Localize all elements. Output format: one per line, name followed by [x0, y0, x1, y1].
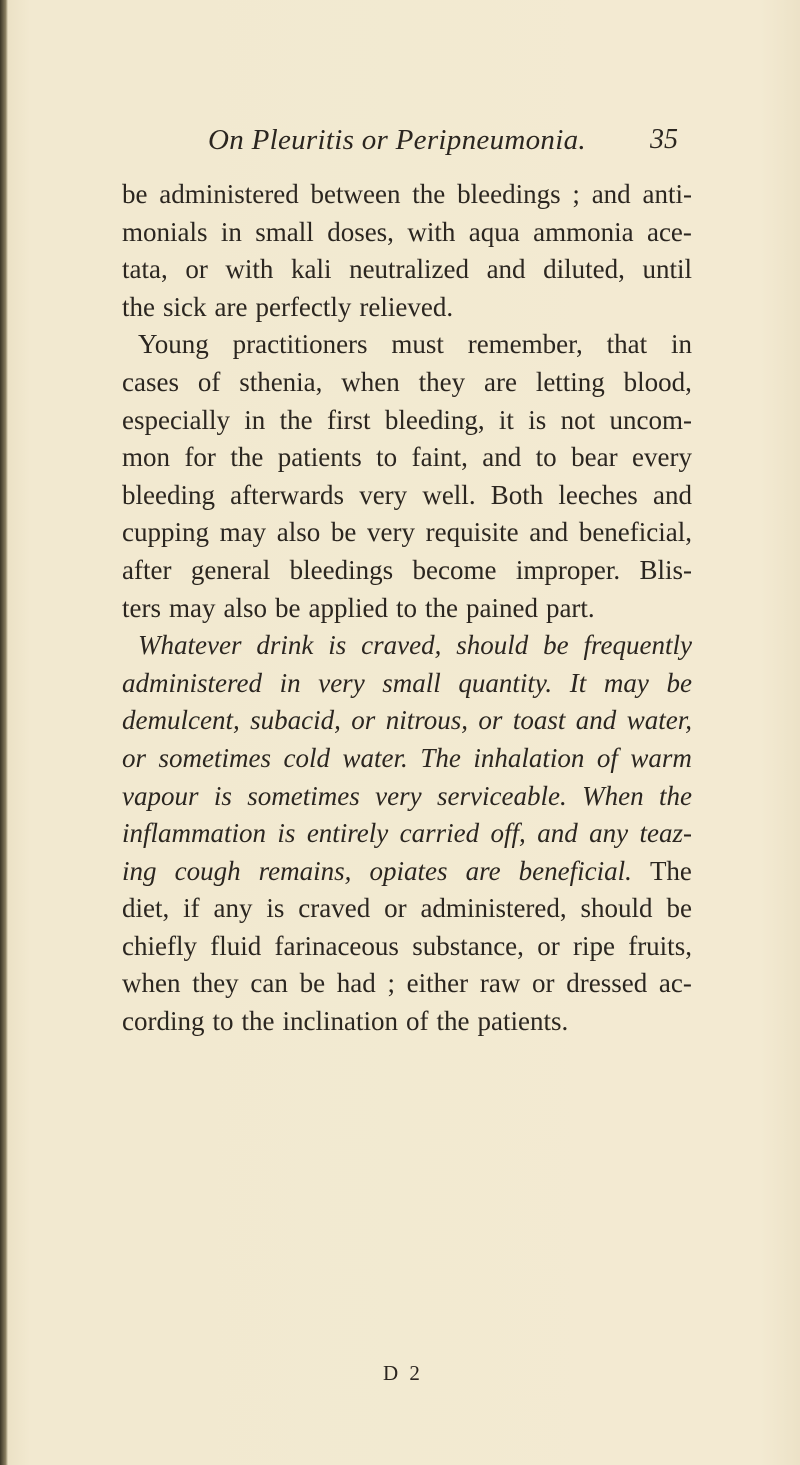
text-line [122, 364, 692, 402]
word: any [589, 818, 629, 849]
word: patients [277, 442, 362, 473]
word: administered [159, 179, 299, 209]
word: ing [122, 855, 157, 886]
word: cases [122, 366, 179, 397]
running-head [0, 120, 800, 160]
word: and [652, 479, 692, 510]
word: craved [298, 893, 371, 924]
text-line [122, 627, 692, 665]
word: applied [308, 592, 388, 623]
page-gutter-shadow [0, 0, 8, 1465]
word: quantity. [458, 667, 553, 698]
word: pained [465, 592, 538, 623]
word: be [274, 592, 301, 623]
word: they [192, 968, 239, 999]
word: water, [626, 705, 692, 736]
word: Both [490, 479, 544, 510]
word: should [580, 893, 653, 924]
word: until [642, 254, 692, 285]
word: toast [512, 705, 566, 736]
word: nitrous, [385, 705, 468, 736]
word: every [632, 442, 692, 473]
signature-mark: D 2 [383, 1361, 423, 1385]
word: and [486, 254, 526, 285]
word: neutralized [349, 254, 469, 285]
word: or [537, 930, 560, 961]
word: administered [122, 667, 262, 698]
page-number: 35 [650, 124, 678, 155]
word: raw [479, 968, 521, 999]
word: any [213, 893, 253, 924]
word: administered, [420, 893, 567, 924]
word: letting [535, 366, 605, 397]
word: the [658, 780, 692, 811]
word: become [412, 554, 497, 585]
word: improper. [515, 554, 621, 585]
word: remains, [258, 855, 352, 886]
word: small [255, 216, 314, 247]
word: of [596, 742, 618, 773]
word: practitioners [232, 329, 368, 360]
word: the [241, 1006, 275, 1037]
word: be [666, 667, 692, 698]
word: well. [422, 479, 476, 510]
word: also [223, 592, 267, 623]
word: chiefly [122, 930, 197, 961]
text-line [122, 853, 692, 891]
word: anti- [642, 179, 692, 209]
word: frequently [583, 630, 692, 661]
word: bleedings [289, 554, 394, 585]
word: the [230, 442, 264, 473]
word: Whatever [138, 630, 242, 661]
word: and [591, 179, 631, 209]
word: beneficial, [578, 517, 692, 548]
word: may [168, 592, 216, 623]
word: warm [630, 742, 692, 773]
word: either [406, 968, 469, 999]
word: to [395, 592, 417, 623]
word: sometimes [158, 742, 272, 773]
word: entirely [306, 818, 389, 849]
word: opiates [369, 855, 448, 886]
word: are [465, 855, 501, 886]
word: serviceable. [437, 780, 567, 811]
word: or [532, 968, 555, 999]
word: is [528, 404, 547, 435]
word: cough [174, 855, 241, 886]
word: it [498, 404, 514, 435]
word: vapour [122, 780, 199, 811]
word: substance, [412, 930, 524, 961]
word: inhalation [473, 742, 585, 773]
word: for [184, 442, 216, 473]
word: ripe [572, 930, 615, 961]
word: teaz- [639, 818, 692, 849]
word: in [220, 216, 242, 247]
word: ters [122, 592, 161, 623]
word: when [341, 366, 400, 397]
text-line [122, 1003, 692, 1041]
word: very [375, 780, 422, 811]
word: Young [138, 329, 209, 360]
word: is [266, 893, 285, 924]
text-line [122, 176, 692, 214]
word: if [183, 893, 200, 924]
word: can [250, 968, 288, 999]
word: faint, [411, 442, 468, 473]
word: Blis- [639, 554, 692, 585]
text-line [122, 251, 692, 289]
word: and [529, 517, 569, 548]
word: to [212, 1006, 234, 1037]
word: the [424, 592, 458, 623]
word: mon [122, 442, 171, 473]
word: fruits, [628, 930, 692, 961]
word: are [483, 366, 517, 397]
word: when [122, 968, 181, 999]
word: It [569, 667, 587, 698]
word: inclination [282, 1006, 398, 1037]
word: monials [122, 216, 208, 247]
word: perfectly [255, 291, 352, 322]
word: to [376, 442, 398, 473]
word: may [603, 667, 649, 698]
word: is [277, 818, 296, 849]
word: inflammation [122, 818, 267, 849]
word: sick [163, 291, 207, 322]
word: general [190, 554, 271, 585]
word: beneficial. [518, 855, 632, 886]
word: or [351, 705, 376, 736]
word: in [279, 667, 301, 698]
word: especially [122, 404, 230, 435]
word: be [543, 630, 569, 661]
word: should [456, 630, 529, 661]
word: that [606, 329, 648, 360]
word: bear [571, 442, 618, 473]
text-line [122, 815, 692, 853]
word: cupping [122, 517, 209, 548]
word: very [359, 479, 408, 510]
word: of [405, 1006, 429, 1037]
word: and [482, 442, 522, 473]
word: When [582, 780, 644, 811]
word: in [670, 329, 692, 360]
word: with [407, 216, 456, 247]
word: ac- [658, 968, 692, 999]
word: is [328, 630, 347, 661]
text-line [122, 289, 692, 327]
word: off, [490, 818, 526, 849]
word: and [537, 818, 578, 849]
word: must [391, 329, 444, 360]
text-line [122, 890, 692, 928]
body-text [122, 176, 692, 1041]
word: the [436, 1006, 470, 1037]
word: kali [290, 254, 332, 285]
word: part. [545, 592, 595, 623]
word: fluid [210, 930, 262, 961]
word: or [185, 254, 208, 285]
word: or [384, 893, 407, 924]
word: ; [572, 179, 580, 209]
word: had [336, 968, 376, 999]
word: in [244, 404, 266, 435]
word: small [382, 667, 441, 698]
text-line [122, 928, 692, 966]
word: patients. [477, 1006, 569, 1037]
word: diluted, [543, 254, 625, 285]
word: very [318, 667, 365, 698]
text-line [122, 778, 692, 816]
word: cold [283, 742, 331, 773]
word: or [122, 742, 147, 773]
word: water. [342, 742, 408, 773]
word: with [225, 254, 274, 285]
word: dressed [566, 968, 648, 999]
text-line [122, 439, 692, 477]
word: bleeding, [384, 404, 485, 435]
word: of [197, 366, 221, 397]
word: cording [122, 1006, 205, 1037]
word: are [214, 291, 248, 322]
word: drink [256, 630, 314, 661]
word: requisite [425, 517, 519, 548]
word: afterwards [230, 479, 345, 510]
word: very [366, 517, 415, 548]
text-line [122, 740, 692, 778]
text-line [122, 702, 692, 740]
word: may [219, 517, 267, 548]
word: remember, [467, 329, 583, 360]
word: be [666, 893, 692, 924]
text-line [122, 477, 692, 515]
word: not [560, 404, 596, 435]
word: also [276, 517, 321, 548]
word: uncom- [609, 404, 692, 435]
word: bleeding [122, 479, 215, 510]
word: the [122, 291, 155, 322]
word: tata, [122, 254, 168, 285]
word: aqua [468, 216, 520, 247]
word: craved, [361, 630, 442, 661]
word: be [299, 968, 326, 999]
word: or [478, 705, 503, 736]
text-line [122, 214, 692, 252]
word: and [575, 705, 617, 736]
word: ace- [646, 216, 692, 247]
word: demulcent, [122, 705, 240, 736]
text-line [122, 552, 692, 590]
word: after [122, 554, 172, 585]
word: leeches [558, 479, 638, 510]
word: ammonia [533, 216, 634, 247]
word: farinaceous [274, 930, 399, 961]
word: ; [387, 968, 395, 999]
word: first [327, 404, 371, 435]
text-line [122, 326, 692, 364]
word: be [330, 517, 357, 548]
word: carried [399, 818, 480, 849]
word: sthenia, [239, 366, 323, 397]
running-title: On Pleuritis or Peripneumonia. [208, 124, 586, 156]
text-line [122, 514, 692, 552]
word: subacid, [250, 705, 341, 736]
word: the [412, 179, 446, 209]
word: The [420, 742, 461, 773]
text-line [122, 402, 692, 440]
word: be [122, 179, 148, 209]
word: to [535, 442, 557, 473]
word: sometimes [247, 780, 360, 811]
text-line [122, 965, 692, 1003]
text-line [122, 665, 692, 703]
word: doses, [327, 216, 394, 247]
word: is [213, 780, 232, 811]
word: the [279, 404, 313, 435]
word: relieved. [359, 291, 454, 322]
word: blood, [623, 366, 692, 397]
word: diet, [122, 893, 170, 924]
word: between [310, 179, 401, 209]
word: bleedings [457, 179, 561, 209]
word: they [418, 366, 466, 397]
text-line [122, 590, 692, 628]
word: The [649, 855, 692, 886]
